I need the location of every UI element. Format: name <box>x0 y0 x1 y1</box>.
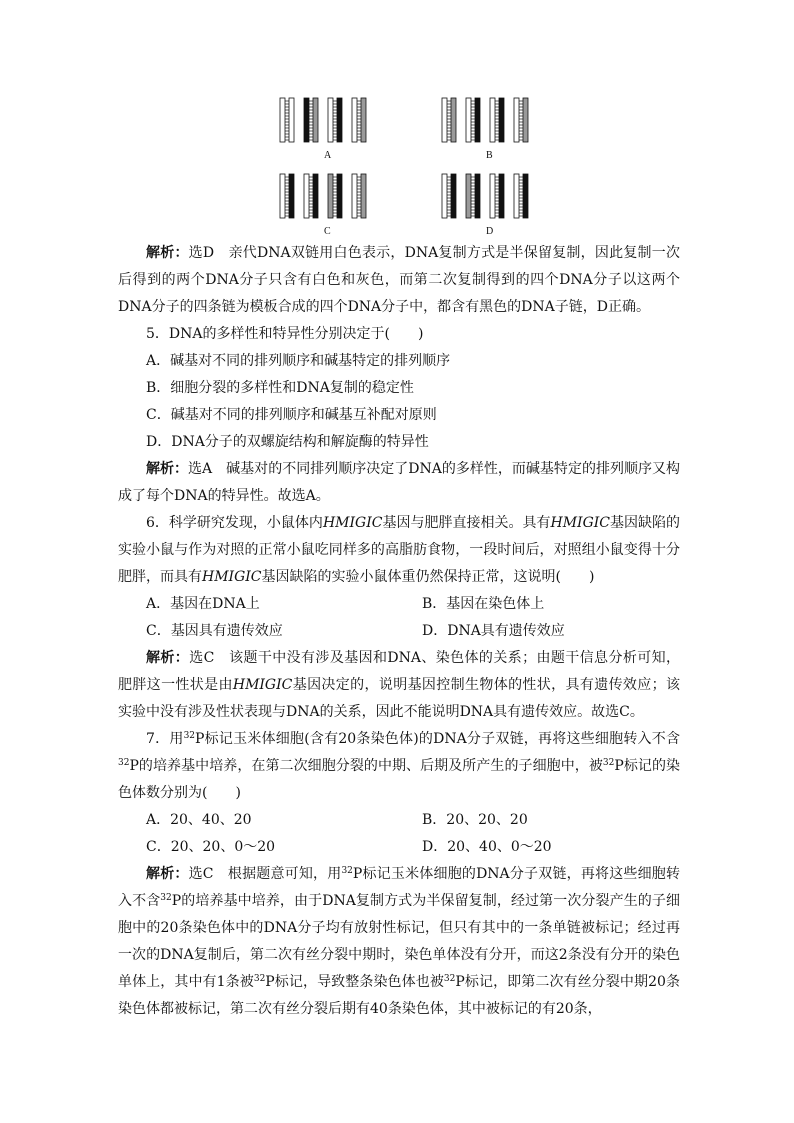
dna-strand-gray <box>451 98 456 142</box>
dna-strand-white <box>280 174 285 218</box>
q6-options-row1 <box>118 591 680 618</box>
dna-strand-gray <box>523 98 528 142</box>
analysis-label: 解析： <box>146 245 189 261</box>
gene-name: HMIGIC <box>550 515 610 531</box>
dna-strand-black <box>304 98 309 142</box>
dna-strand-black <box>313 174 318 218</box>
q7-stem-part1: 7．用 <box>146 731 184 747</box>
gene-name: HMIGIC <box>232 677 293 693</box>
dna-strand-white <box>352 98 357 142</box>
isotope-sup: 32 <box>341 866 353 876</box>
dna-strand-black <box>337 174 342 218</box>
dna-strand-black <box>289 174 294 218</box>
q6-stem-part4: 基因缺陷的实验小鼠体重仍然保持正常，这说明( ) <box>261 569 595 585</box>
q7-option-a: A．20、40、20 <box>146 812 252 828</box>
q7-stem-part4: P标记的染色体数分别为( ) <box>118 758 681 801</box>
dna-strand-black <box>499 174 504 218</box>
dna-panel-b <box>442 98 528 142</box>
q6-option-a: A．基因在DNA上 <box>146 596 260 612</box>
q7-analysis-part4: P标记，导致整条染色体也被 <box>265 974 444 990</box>
dna-strand-gray <box>361 98 366 142</box>
dna-strand-black <box>499 98 504 142</box>
dna-strand-gray <box>361 174 366 218</box>
dna-strand-white <box>466 98 471 142</box>
dna-strand-gray <box>466 174 471 218</box>
q5-analysis <box>118 456 680 510</box>
question-content <box>118 240 680 1023</box>
q7-analysis <box>118 861 680 1023</box>
dna-strand-diagram <box>0 0 794 240</box>
q6-option-d: D．DNA具有遗传效应 <box>422 623 565 639</box>
q5-analysis-text: 选A 碱基对的不同排列顺序决定了DNA的多样性，而碱基特定的排列顺序又构成了每个DNA的特异性。故选A。 <box>118 461 680 504</box>
q6-options-row2 <box>118 618 680 645</box>
q5-option-c: C．碱基对不同的排列顺序和碱基互补配对原则 <box>146 407 437 423</box>
dna-strand-white <box>304 174 309 218</box>
dna-strand-black <box>337 98 342 142</box>
isotope-sup: 32 <box>160 893 172 903</box>
dna-strand-white <box>328 98 333 142</box>
q4-analysis-text: 选D 亲代DNA双链用白色表示，DNA复制方式是半保留复制，因此复制一次后得到的两个DNA分子只含有白色和灰色，而第二次复制得到的四个DNA分子以这两个DNA分子的四条链为模板合成的四个DNA分子中，都含有黑色的DNA子链，D正确。 <box>118 245 680 315</box>
panel-label-a: A <box>324 150 332 161</box>
dna-strand-white <box>490 98 495 142</box>
q6-option-b: B．基因在染色体上 <box>422 596 545 612</box>
q5-stem: 5．DNA的多样性和特异性分别决定于( ) <box>146 326 424 342</box>
q6-analysis-part1: 选C 该题干中没有涉及基因和DNA、染色体的关系；由题干信息分析可知，肥胖这一性状是由 <box>118 650 681 693</box>
dna-panel-d <box>442 174 528 218</box>
analysis-label: 解析： <box>146 461 189 477</box>
isotope-sup: 32 <box>443 974 456 984</box>
dna-strand-white <box>352 174 357 218</box>
q7-option-b: B．20、20、20 <box>422 812 528 828</box>
dna-strand-gray <box>328 174 333 218</box>
dna-panel-a <box>280 98 366 142</box>
dna-strand-black <box>523 174 528 218</box>
analysis-label: 解析： <box>146 866 189 882</box>
panel-label-d: D <box>486 226 494 237</box>
q6-stem-part1: 6．科学研究发现，小鼠体内 <box>146 515 323 531</box>
q6-stem <box>118 510 680 591</box>
isotope-sup: 32 <box>183 731 196 741</box>
isotope-sup: 32 <box>602 758 615 768</box>
q7-stem <box>118 726 680 807</box>
q5-option-b: B．细胞分裂的多样性和DNA复制的稳定性 <box>146 380 414 396</box>
analysis-label: 解析： <box>146 650 190 666</box>
q5-option-a: A．碱基对不同的排列顺序和碱基特定的排列顺序 <box>146 353 451 369</box>
q7-stem-part2: P标记玉米体细胞(含有20条染色体)的DNA分子双链，再将这些细胞转入不含 <box>195 731 680 747</box>
q7-analysis-part1: 选C 根据题意可知，用 <box>188 866 342 882</box>
dna-strand-black <box>451 174 456 218</box>
q5-option-d: D．DNA分子的双螺旋结构和解旋酶的特异性 <box>146 434 429 450</box>
q7-option-d: D．20、40、0～20 <box>422 839 552 855</box>
dna-replication-figure <box>0 0 794 240</box>
q7-option-c: C．20、20、0～20 <box>146 839 276 855</box>
q7-analysis-part5: P标记，即第二次有丝分裂中期20条染色体都被标记，第二次有丝分裂后期有40条染色体，其中被标记的有20条， <box>118 974 680 1017</box>
dna-strand-white <box>490 174 495 218</box>
dna-strand-black <box>475 174 480 218</box>
dna-strand-white <box>442 98 447 142</box>
q6-analysis <box>118 645 680 726</box>
gene-name: HMIGIC <box>202 569 262 585</box>
q7-analysis-part2: P标记玉米体细胞的DNA分子双链，再将这些细胞转入不含 <box>118 866 680 909</box>
dna-strand-black <box>475 98 480 142</box>
isotope-sup: 32 <box>118 758 130 768</box>
q6-option-c: C．基因具有遗传效应 <box>146 623 283 639</box>
panel-label-b: B <box>486 150 493 161</box>
q7-stem-part3: P的培养基中培养，在第二次细胞分裂的中期、后期及所产生的子细胞中，被 <box>129 758 603 774</box>
q7-options-row1 <box>118 807 680 834</box>
dna-strand-white <box>289 98 294 142</box>
isotope-sup: 32 <box>253 974 266 984</box>
dna-strand-white <box>514 98 519 142</box>
q4-analysis <box>118 240 680 321</box>
dna-strand-white <box>280 98 285 142</box>
gene-name: HMIGIC <box>322 515 383 531</box>
q6-analysis-part2: 基因决定的，说明基因控制生物体的性状，具有遗传效应；该实验中没有涉及性状表现与DNA的关系，因此不能说明DNA具有遗传效应。故选C。 <box>118 677 681 720</box>
q7-analysis-part3: P的培养基中培养，由于DNA复制方式为半保留复制，经过第一次分裂产生的子细胞中的20条染色体中的DNA分子均有放射性标记，但只有其中的一条单链被标记；经过再一次的DNA复制后，第二次有丝分裂中期时，染色单体没有分开，而这2条没有分开的染色单体上，其中有1条被 <box>118 893 680 990</box>
q7-options-row2 <box>118 834 680 861</box>
dna-panel-c <box>280 174 366 218</box>
dna-strand-white <box>442 174 447 218</box>
dna-strand-white <box>514 174 519 218</box>
q6-stem-part2: 基因与肥胖直接相关。具有 <box>382 515 551 531</box>
dna-strand-gray <box>313 98 318 142</box>
q6-stem-part3: 基因缺陷的实验小鼠与作为对照的正常小鼠吃同样多的高脂肪食物，一段时间后，对照组小鼠变得十分肥胖，而具有 <box>118 515 681 585</box>
panel-label-c: C <box>324 226 331 237</box>
